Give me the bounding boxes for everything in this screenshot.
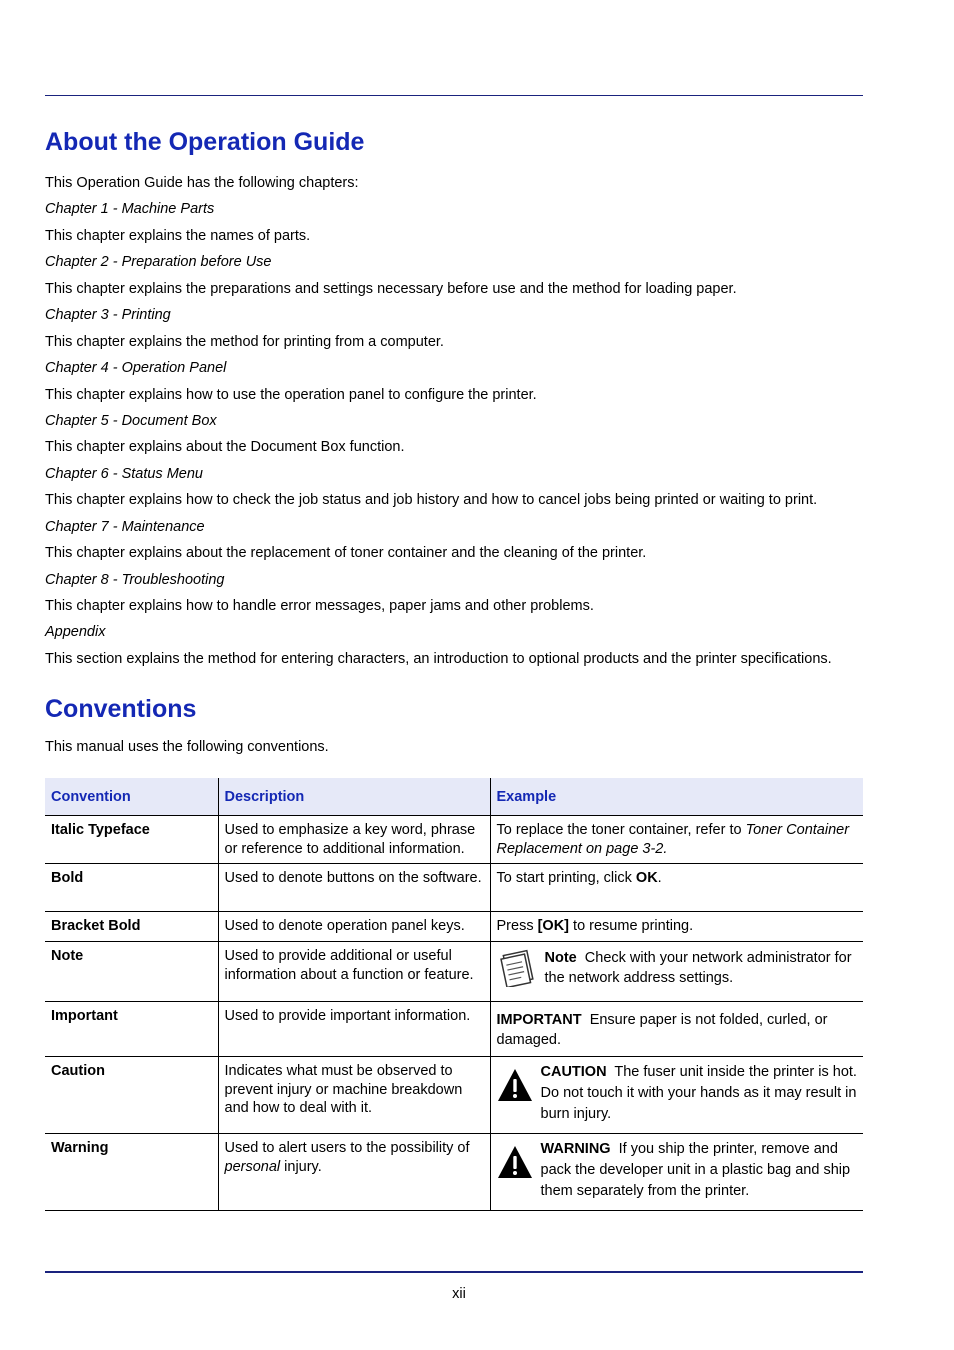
convention-description: Used to denote buttons on the software.: [218, 864, 490, 912]
example-text: Check with your network administrator for the network address settings.: [544, 950, 852, 986]
convention-name: Note: [45, 942, 218, 1002]
warning-triangle-icon: [497, 1139, 533, 1185]
chapter-title: Chapter 6 - Status Menu: [45, 465, 203, 482]
warning-triangle-icon: [497, 1062, 533, 1108]
column-header-description: Description: [218, 778, 490, 816]
example-text: Ensure paper is not folded, curled, or damaged.: [496, 1012, 828, 1048]
convention-description: Indicates what must be observed to prevent injury or machine breakdown and how to deal with it.: [218, 1057, 490, 1134]
chapter-list: [45, 173, 885, 675]
table-row: [45, 942, 863, 1002]
convention-example: [490, 864, 863, 912]
convention-name: Caution: [45, 1057, 218, 1134]
example-text: If you ship the printer, remove and pack the developer unit in a plastic bag and ship them separately from the printer.: [540, 1141, 851, 1199]
about-heading: About the Operation Guide: [45, 128, 365, 156]
convention-name: Warning: [45, 1134, 218, 1211]
chapter-title: Chapter 4 - Operation Panel: [45, 360, 227, 377]
table-header-row: [45, 778, 863, 816]
example-text: .: [663, 840, 668, 857]
chapter-title: Chapter 1 - Machine Parts: [45, 201, 215, 218]
example-label: IMPORTANT: [496, 1012, 582, 1028]
example-text: .: [657, 870, 662, 886]
convention-description: Used to emphasize a key word, phrase or reference to additional information.: [218, 816, 490, 864]
chapter-title: Chapter 3 - Printing: [45, 307, 171, 324]
convention-example: [490, 816, 863, 864]
column-header-convention: Convention: [45, 778, 218, 816]
description-italic: personal: [224, 1158, 281, 1175]
convention-description: [218, 1134, 490, 1211]
page-number: xii: [452, 1286, 466, 1302]
chapter-desc: This chapter explains about the replacement of toner container and the cleaning of the printer.: [45, 545, 647, 562]
example-text: to resume printing.: [569, 918, 694, 934]
header-rule: [45, 95, 863, 96]
table-row: [45, 1134, 863, 1211]
chapters-intro: This Operation Guide has the following chapters:: [45, 175, 359, 191]
table-row: [45, 864, 863, 912]
footer-rule: [45, 1271, 863, 1273]
example-text: To start printing, click: [496, 870, 636, 886]
table-row: [45, 912, 863, 942]
convention-name: Italic Typeface: [45, 816, 218, 864]
convention-description: Used to denote operation panel keys.: [218, 912, 490, 942]
convention-example: [490, 942, 863, 1002]
chapter-desc: This chapter explains how to use the operation panel to configure the printer.: [45, 386, 537, 403]
chapter-desc: This section explains the method for entering characters, an introduction to optional products and the printer specifications.: [45, 650, 832, 667]
convention-name: Bold: [45, 864, 218, 912]
chapter-title: Chapter 5 - Document Box: [45, 412, 217, 429]
table-row: [45, 816, 863, 864]
chapter-title: Appendix: [45, 624, 106, 641]
chapter-title: Chapter 2 - Preparation before Use: [45, 254, 272, 271]
convention-description: Used to provide additional or useful information about a function or feature.: [218, 942, 490, 1002]
convention-example: [490, 1002, 863, 1057]
chapter-desc: This chapter explains the method for printing from a computer.: [45, 333, 444, 350]
chapter-title: Chapter 7 - Maintenance: [45, 518, 205, 535]
example-italic: Toner Container Replacement on page 3-2: [496, 822, 850, 857]
column-header-example: Example: [490, 778, 863, 816]
convention-description: Used to provide important information.: [218, 1002, 490, 1057]
example-text: Press: [496, 918, 538, 934]
chapter-desc: This chapter explains about the Document Box function.: [45, 439, 405, 456]
convention-example: [490, 1134, 863, 1211]
chapter-desc: This chapter explains how to check the job status and job history and how to cancel jobs being printed or waiting to print.: [45, 492, 818, 509]
chapter-title: Chapter 8 - Troubleshooting: [45, 571, 225, 588]
convention-example: [490, 912, 863, 942]
example-label: CAUTION: [540, 1064, 607, 1080]
note-icon: [497, 947, 537, 993]
convention-example: [490, 1057, 863, 1134]
example-bold: [OK]: [537, 918, 570, 934]
table-row: [45, 1057, 863, 1134]
description-text: injury.: [280, 1158, 322, 1175]
example-text: The fuser unit inside the printer is hot. Do not touch it with your hands as it may result in burn injury.: [540, 1064, 857, 1122]
table-row: [45, 1002, 863, 1057]
chapter-desc: This chapter explains the names of parts.: [45, 227, 311, 244]
chapter-desc: This chapter explains how to handle error messages, paper jams and other problems.: [45, 598, 594, 614]
example-label: Note: [544, 950, 577, 966]
example-text: To replace the toner container, refer to: [496, 822, 746, 838]
example-label: WARNING: [540, 1141, 611, 1157]
description-text: Used to alert users to the possibility of: [224, 1140, 470, 1156]
conventions-intro: This manual uses the following conventions.: [45, 739, 329, 755]
conventions-heading: Conventions: [45, 695, 197, 723]
convention-name: Bracket Bold: [45, 912, 218, 942]
convention-name: Important: [45, 1002, 218, 1057]
chapter-desc: This chapter explains the preparations and settings necessary before use and the method for loading paper.: [45, 280, 737, 297]
example-bold: OK: [635, 870, 658, 886]
conventions-table: [45, 778, 863, 1211]
